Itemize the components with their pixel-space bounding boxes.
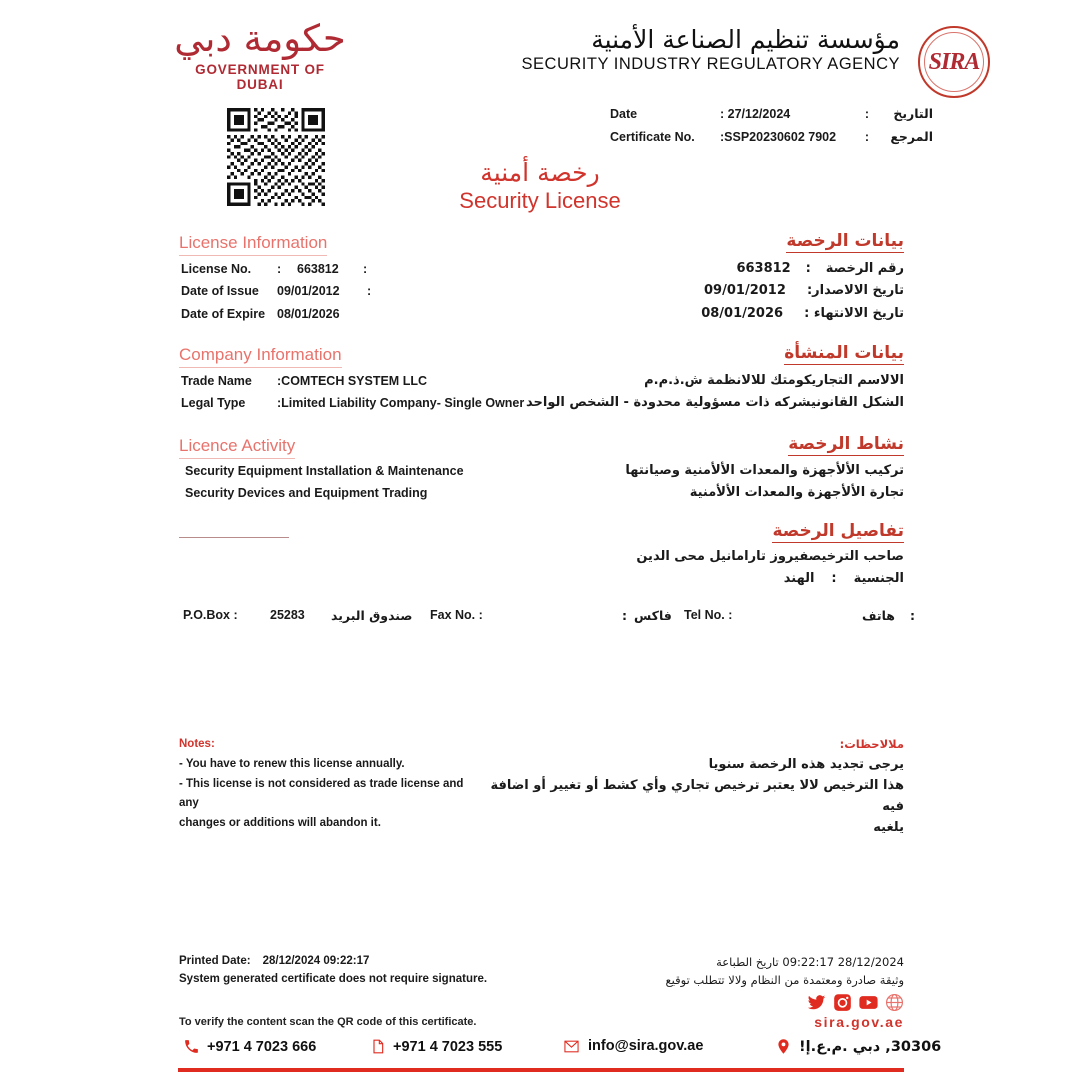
certificate-label-ar: المرجع: [890, 129, 933, 144]
title-english: Security License: [459, 188, 621, 213]
certificate-number-row: [610, 129, 933, 152]
section-heading-license-information: License Information: [179, 233, 327, 256]
footer-fax[interactable]: [370, 1038, 502, 1055]
details-divider: [179, 537, 289, 538]
system-generated-note-en: System generated certificate does not require signature.: [179, 972, 488, 985]
activity-item-2-ar: تجارة الألأجهزة والمعدات الألأمنية: [689, 485, 904, 500]
date-of-expire-label: Date of Expire: [181, 307, 266, 321]
fax-document-icon: [370, 1038, 386, 1055]
license-number-trailing-colon: :: [363, 262, 368, 276]
date-of-expire-row-ar: [701, 306, 904, 321]
printed-date-label-ar: تاريخ الطباعة: [716, 955, 779, 969]
agency-name-arabic: مؤسسة تنظيم الصناعة الأمنية: [591, 25, 900, 54]
social-and-website: [807, 993, 904, 1030]
map-pin-icon: [775, 1038, 792, 1055]
activity-item-2-en: Security Devices and Equipment Trading: [185, 486, 428, 500]
license-owner-row-ar: صاحب الترخيصفيروز تارامانيل محى الدين: [636, 549, 904, 564]
notes-english: [179, 735, 479, 834]
date-of-expire-label-ar: تاريخ الالانتهاء :: [804, 306, 904, 321]
section-heading-company-information-ar: بيانات المنشأة: [784, 343, 904, 363]
license-number-label-ar: رقم الرخصة: [825, 261, 904, 276]
footer-address: [775, 1038, 941, 1055]
tel-colon-ar: :: [910, 608, 915, 623]
section-heading-licence-activity-ar: نشاط الرخصة: [788, 434, 904, 454]
printed-date-label: Printed Date:: [179, 955, 251, 967]
footer-phone-number: +971 4 7023 666: [207, 1038, 317, 1055]
pobox-label-ar: صندوق البريد: [331, 608, 413, 623]
certificate-ar-colon: :: [864, 130, 869, 144]
nationality-colon: :: [831, 571, 837, 586]
agency-name-english: SECURITY INDUSTRY REGULATORY AGENCY: [521, 54, 900, 73]
legal-type-row-en: [181, 396, 524, 410]
printed-date-value: 28/12/2024 09:22:17: [262, 955, 370, 967]
certificate-meta-block: [610, 106, 933, 152]
license-number-value: 663812: [297, 262, 339, 276]
license-number-colon-ar: :: [805, 261, 811, 276]
certificate-label-en: Certificate No.: [610, 130, 695, 144]
verify-instruction: To verify the content scan the QR code of this certificate.: [179, 1016, 477, 1028]
fax-colon-ar: :: [622, 608, 627, 623]
pobox-value: 25283: [270, 608, 305, 622]
date-of-issue-trailing-colon: :: [367, 284, 372, 298]
pobox-label-en: P.O.Box :: [183, 608, 238, 622]
nationality-row-ar: [784, 571, 904, 586]
date-of-issue-row-ar: [704, 283, 904, 298]
youtube-icon[interactable]: [859, 993, 878, 1012]
system-generated-note-ar: وثيقة صادرة ومعتمدة من النظام ولالا تتطلب توقيع: [665, 973, 904, 988]
instagram-icon[interactable]: [833, 993, 852, 1012]
date-of-issue-label-ar: تاريخ الالاصدار:: [806, 283, 904, 298]
activity-item-1-ar: تركيب الألأجهزة والمعدات الألأمنية وصيانتها: [625, 463, 904, 478]
footer-phone[interactable]: [183, 1038, 316, 1055]
social-icon-row: [807, 993, 904, 1012]
section-heading-license-information-ar: بيانات الرخصة: [786, 231, 904, 251]
activity-item-1-en: Security Equipment Installation & Maintenance: [185, 464, 464, 478]
trade-name-label: Trade Name: [181, 374, 252, 388]
footer-address-text: 30306, دبي .م.ع.إ!: [799, 1038, 942, 1055]
nationality-label-ar: الجنسية: [853, 571, 904, 586]
date-label-ar: التاريخ: [893, 106, 933, 121]
notes-arabic: [474, 735, 904, 838]
phone-icon: [183, 1038, 200, 1055]
date-value: : 27/12/2024: [720, 107, 791, 121]
date-of-expire-row-en: [181, 307, 367, 321]
government-of-dubai-logo: [170, 17, 350, 92]
tel-label-ar: هاتف: [862, 608, 895, 623]
section-heading-company-information: Company Information: [179, 345, 342, 368]
footer-fax-number: +971 4 7023 555: [393, 1038, 503, 1055]
fax-label-ar: فاكس: [634, 608, 672, 623]
tel-label-en: Tel No. :: [684, 608, 733, 622]
document-header: [0, 12, 1080, 100]
certificate-value: :SSP20230602 7902: [720, 130, 837, 144]
footer-contact-bar: [0, 1038, 1080, 1062]
printed-date-english: [179, 953, 487, 989]
printed-date-value-ar: 28/12/2024 09:22:17: [782, 955, 904, 969]
date-of-issue-value-ar: 09/01/2012: [704, 283, 786, 298]
printed-date-arabic: [666, 953, 904, 990]
section-heading-licence-activity: Licence Activity: [179, 436, 295, 459]
legal-type-label: Legal Type: [181, 396, 246, 410]
notes-line-3-en: changes or additions will abandon it.: [179, 817, 381, 830]
qr-code: [223, 108, 329, 206]
license-number-row-en: [181, 262, 367, 276]
date-of-issue-value: 09/01/2012: [277, 284, 340, 298]
notes-line-1-en: - You have to renew this license annually.: [179, 757, 405, 770]
sira-agency-name: [522, 26, 900, 74]
title-arabic: رخصة أمنية: [480, 158, 600, 187]
envelope-icon: [562, 1039, 581, 1054]
notes-line-3-ar: يلغيه: [873, 819, 904, 835]
license-number-sep: :: [277, 262, 282, 276]
legal-type-row-ar: الشكل القانونيشركه ذات مسؤولية محدودة - الشخص الواحد: [526, 395, 904, 410]
page-title: [0, 158, 1080, 214]
section-heading-licence-details-ar: تفاصيل الرخصة: [772, 521, 904, 541]
footer-rule: [178, 1068, 904, 1072]
fax-label-en: Fax No. :: [430, 608, 483, 622]
trade-name-row-ar: الالاسم التجاريكومتك للالانظمة ش.ذ.م.م: [644, 373, 904, 388]
gov-dubai-arabic-script: حكومة دبي: [174, 17, 346, 60]
license-number-row-ar: [736, 261, 904, 276]
sira-seal-logo: [918, 26, 990, 98]
date-of-expire-value: 08/01/2026: [277, 307, 340, 321]
date-of-expire-value-ar: 08/01/2026: [701, 306, 784, 321]
notes-line-2-en: - This license is not considered as trade license and any: [179, 777, 464, 810]
contact-fields-row: [0, 608, 1080, 626]
license-number-value-ar: 663812: [736, 261, 791, 276]
trade-name-value: :COMTECH SYSTEM LLC: [277, 374, 427, 388]
date-of-issue-row-en: [181, 284, 371, 298]
gov-dubai-english-label: GOVERNMENT OF DUBAI: [195, 62, 325, 92]
license-number-label: License No.: [181, 262, 252, 276]
notes-line-2-ar: هذا الترخيص لالا يعتبر ترخيص تجاري وأي كشط أو تغيير أو اضافة فيه: [490, 777, 904, 814]
globe-icon[interactable]: [885, 993, 904, 1012]
sira-seal-text: SIRA: [928, 48, 980, 75]
website-url[interactable]: sira.gov.ae: [814, 1014, 904, 1030]
footer-email[interactable]: [562, 1038, 703, 1054]
nationality-value-ar: الهند: [783, 571, 815, 586]
notes-line-1-ar: يرجى تجديد هذه الرخصة سنويا: [708, 756, 904, 772]
date-of-issue-label: Date of Issue: [181, 284, 259, 298]
footer-email-address: info@sira.gov.ae: [588, 1038, 704, 1054]
date-row: [610, 106, 933, 129]
twitter-icon[interactable]: [807, 993, 826, 1012]
date-label-en: Date: [610, 107, 638, 121]
legal-type-value: :Limited Liability Company- Single Owner: [277, 396, 525, 410]
notes-heading-en: Notes:: [179, 738, 215, 750]
notes-heading-ar: ملالاحظات:: [839, 737, 904, 751]
date-ar-colon: :: [864, 107, 869, 121]
trade-name-row-en: [181, 374, 427, 388]
